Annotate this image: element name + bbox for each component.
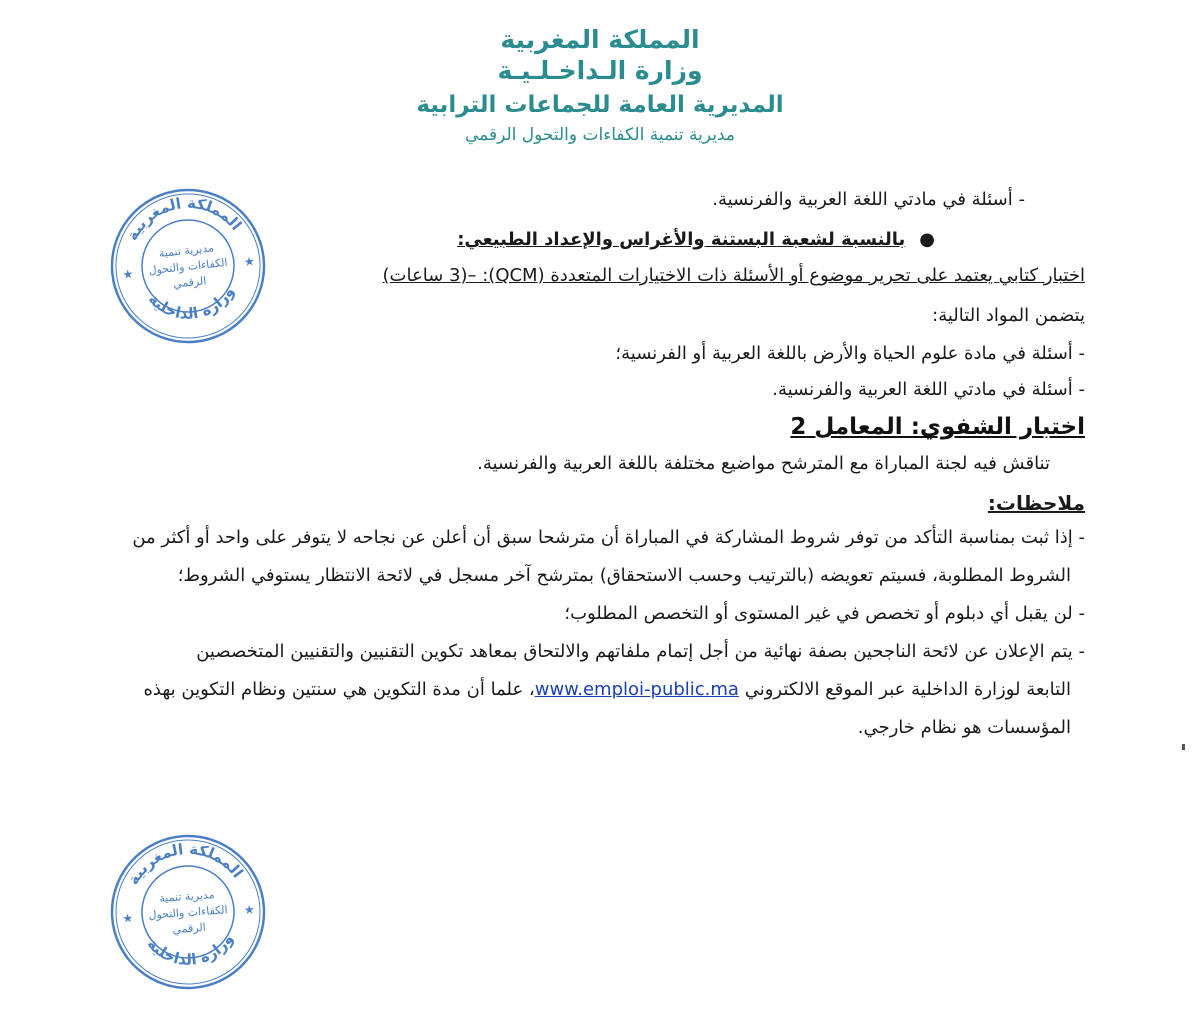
oral-exam-description: تناقش فيه لجنة المباراة مع المترشح مواضيع مختلفة باللغة العربية والفرنسية. (477, 453, 1050, 474)
note-line: المؤسسات هو نظام خارجي. (857, 717, 1071, 738)
stamp-center-line2: الكفاءات والتحول (148, 903, 229, 922)
emploi-public-link[interactable]: www.emploi-public.ma (534, 679, 739, 700)
stamp-ring-top: المملكة المغربية (124, 839, 247, 888)
list-item: - أسئلة في مادتي اللغة العربية والفرنسية. (712, 189, 1025, 210)
note-line (80, 678, 1085, 716)
stamp-star-icon: ★ (121, 266, 135, 282)
stamp-star-icon: ★ (243, 902, 256, 918)
list-item: - أسئلة في مادتي اللغة العربية والفرنسية. (772, 379, 1085, 400)
official-stamp (103, 827, 274, 998)
svg-text:المملكة المغربية (122, 836, 248, 889)
svg-text:وزارة الداخلية (143, 929, 239, 971)
bullet-heading-row (80, 228, 1085, 264)
directorate-general-title: المديرية العامة للجماعات الترابية (416, 92, 784, 118)
stamp-center-line1: مديرية تنمية (158, 888, 215, 905)
note-text: التابعة لوزارة الداخلية عبر الموقع الالكتروني (744, 679, 1071, 700)
scan-mark (1182, 744, 1185, 750)
note-line: - إذا ثبت بمناسبة التأكد من توفر شروط المشاركة في المباراة أن مترشحا سبق أن أعلن عن نجاحه لا يتوفر على واحد أو أكثر من (132, 527, 1085, 548)
stamp-center-line2: الكفاءات والتحول (147, 255, 229, 278)
includes-line: يتضمن المواد التالية: (932, 305, 1085, 326)
notes-title: ملاحظات: (987, 491, 1085, 515)
stamp-center-line1: مديرية تنمية (158, 241, 215, 260)
kingdom-title: المملكة المغربية (500, 25, 700, 54)
stamp-ring-bottom: وزارة الداخلية (143, 930, 237, 969)
stamp-center-line3: الرقمي (172, 920, 207, 937)
directorate-title: مديرية تنمية الكفاءات والتحول الرقمي (464, 125, 736, 145)
bullet-icon: ● (919, 229, 935, 250)
list-item: - أسئلة في مادة علوم الحياة والأرض باللغة العربية أو الفرنسية؛ (615, 343, 1085, 364)
stamp-star-icon: ★ (243, 254, 256, 270)
note-text: ، علما أن مدة التكوين هي سنتين ونظام التكوين بهذه (143, 679, 535, 700)
oral-exam-title: اختبار الشفوي: المعامل 2 (790, 414, 1085, 440)
stamp-star-icon: ★ (121, 910, 134, 926)
bullet-heading: بالنسبة لشعبة البستنة والأغراس والإعداد الطبيعي: (457, 229, 906, 250)
stamp-center-line3: الرقمي (172, 274, 207, 291)
note-line: الشروط المطلوبة، فسيتم تعويضه (بالترتيب وحسب الاستحقاق) بمترشح آخر مسجل في لائحة الانتظار يستوفي الشروط؛ (177, 565, 1071, 586)
letterhead (380, 24, 820, 148)
note-line: - لن يقبل أي دبلوم أو تخصص في غير المستوى أو التخصص المطلوب؛ (564, 603, 1085, 624)
stamp-ring-bottom: وزارة الداخلية (144, 283, 238, 323)
written-exam-line: اختبار كتابي يعتمد على تحرير موضوع أو الأسئلة ذات الاختيارات المتعددة (QCM): –(3 ساعات) (382, 265, 1085, 286)
note-line: - يتم الإعلان عن لائحة الناجحين بصفة نهائية من أجل إتمام ملفاتهم والالتحاق بمعاهد تكوين التقنيين والتقنيين المتخصصين (196, 641, 1085, 662)
stamp-ring-top: المملكة المغربية (122, 193, 246, 244)
ministry-title: وزارة الـداخـلـيـة (497, 56, 703, 85)
document-body (80, 188, 1085, 754)
